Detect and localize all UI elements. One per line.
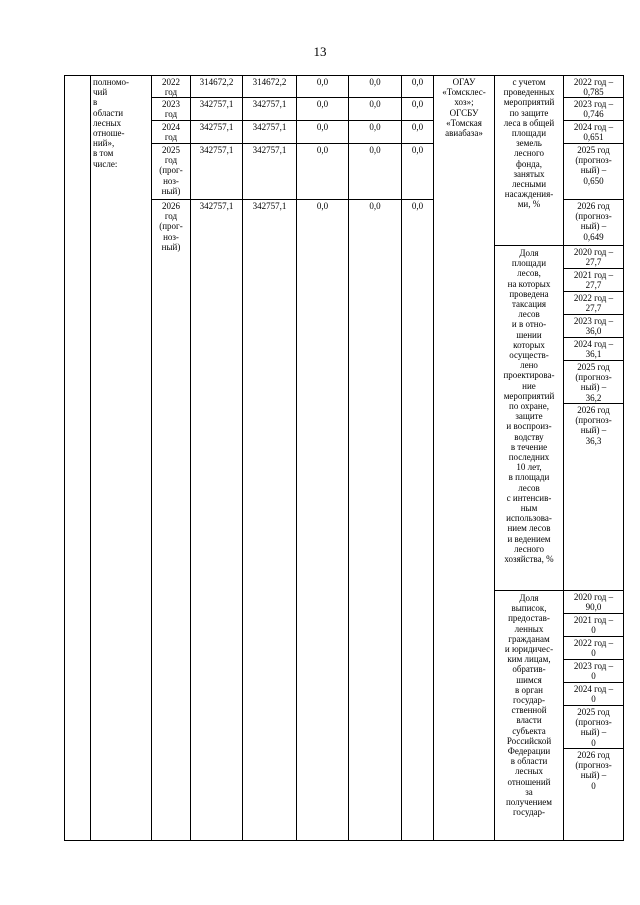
value-divider bbox=[563, 636, 624, 637]
indicator-value: 2025 год (прогноз- ный) – 0,650 bbox=[575, 145, 612, 186]
value-cell: 0,0 bbox=[411, 201, 424, 211]
federal-cell: 342757,1 bbox=[252, 201, 287, 211]
col-divider bbox=[90, 75, 91, 841]
federal-cell: 342757,1 bbox=[252, 145, 287, 155]
indicator-value: 2020 год – 27,7 bbox=[573, 247, 614, 268]
value-cell: 0,0 bbox=[316, 122, 329, 132]
indicator-value: 2025 год (прогноз- ный) – 0 bbox=[575, 707, 612, 748]
total-cell: 314672,2 bbox=[199, 77, 234, 87]
row-divider bbox=[151, 199, 434, 200]
value-divider bbox=[563, 199, 624, 200]
value-cell: 0,0 bbox=[411, 145, 424, 155]
indicator-value: 2022 год – 0 bbox=[573, 638, 614, 659]
indicator-value: 2026 год (прогноз- ный) – 0,649 bbox=[575, 201, 612, 242]
value-cell: 0,0 bbox=[411, 122, 424, 132]
program-table bbox=[64, 75, 624, 841]
row-divider bbox=[151, 120, 434, 121]
indicator-value: 2023 год – 0 bbox=[573, 661, 614, 682]
indicator-text: Доля выписок, предостав- ленных гражданам и юридичес- ким лицам, обратив- шимся в орган государ- ственной власти субъекта Российской Федерации в области лесных отношений за получением государ- bbox=[504, 593, 554, 818]
value-cell: 0,0 bbox=[411, 99, 424, 109]
value-cell: 0,0 bbox=[369, 145, 381, 155]
value-divider bbox=[563, 143, 624, 144]
indicator-value: 2021 год – 0 bbox=[573, 615, 614, 636]
col-divider bbox=[401, 75, 402, 841]
year-cell: 2022 год bbox=[162, 77, 180, 98]
value-divider bbox=[563, 268, 624, 269]
federal-cell: 342757,1 bbox=[252, 122, 287, 132]
year-cell: 2024 год bbox=[162, 122, 180, 143]
value-divider bbox=[563, 748, 624, 749]
federal-cell: 342757,1 bbox=[252, 99, 287, 109]
col-divider bbox=[242, 75, 243, 841]
value-cell: 0,0 bbox=[369, 77, 381, 87]
executor-cell: ОГАУ «Томсклес- хоз»; ОГСБУ «Томская авиабаза» bbox=[442, 77, 486, 139]
value-divider bbox=[563, 403, 624, 404]
indicator-value: 2024 год – 0,651 bbox=[573, 122, 614, 143]
indicator-value: 2022 год – 0,785 bbox=[573, 77, 614, 98]
value-divider bbox=[563, 705, 624, 706]
value-divider bbox=[563, 120, 624, 121]
value-cell: 0,0 bbox=[411, 77, 424, 87]
indicator-divider bbox=[494, 590, 624, 591]
indicator-value: 2020 год – 90,0 bbox=[573, 592, 614, 613]
indicator-value: 2024 год – 36,1 bbox=[573, 339, 614, 360]
col-divider bbox=[433, 75, 434, 841]
value-divider bbox=[563, 682, 624, 683]
indicator-value: 2024 год – 0 bbox=[573, 684, 614, 705]
year-cell: 2023 год bbox=[162, 99, 180, 120]
value-cell: 0,0 bbox=[316, 99, 329, 109]
value-cell: 0,0 bbox=[369, 122, 381, 132]
value-divider bbox=[563, 613, 624, 614]
indicator-text: с учетом проведенных мероприятий по защите леса в общей площади земель лесного фонда, занятых лесными насаждения- ми, % bbox=[503, 77, 555, 210]
col-divider bbox=[296, 75, 297, 841]
year-cell: 2026 год (прог- ноз- ный) bbox=[159, 201, 183, 252]
indicator-value: 2026 год (прогноз- ный) – 36,3 bbox=[575, 405, 612, 446]
value-cell: 0,0 bbox=[316, 77, 329, 87]
value-divider bbox=[563, 314, 624, 315]
page-number: 13 bbox=[313, 44, 327, 59]
total-cell: 342757,1 bbox=[199, 99, 234, 109]
federal-cell: 314672,2 bbox=[252, 77, 287, 87]
value-cell: 0,0 bbox=[316, 145, 329, 155]
indicator-value: 2021 год – 27,7 bbox=[573, 270, 614, 291]
value-divider bbox=[563, 360, 624, 361]
col-divider bbox=[190, 75, 191, 841]
value-divider bbox=[563, 659, 624, 660]
table-border-right bbox=[623, 75, 624, 841]
total-cell: 342757,1 bbox=[199, 201, 234, 211]
total-cell: 342757,1 bbox=[199, 122, 234, 132]
value-divider bbox=[563, 291, 624, 292]
indicator-value: 2023 год – 36,0 bbox=[573, 316, 614, 337]
value-cell: 0,0 bbox=[369, 201, 381, 211]
table-border-left bbox=[64, 75, 65, 841]
row-divider bbox=[151, 143, 434, 144]
indicator-text: Доля площади лесов, на которых проведена таксация лесов и в отно- шении которых осуществ- лено проектирова- ние мероприятий по охране, защите и воспроиз- водству в течение последних 10 лет, в площади лесов с интенсив- ным использова- нием лесов и ведением лесного хозяйства, % bbox=[503, 248, 555, 565]
year-cell: 2025 год (прог- ноз- ный) bbox=[159, 145, 183, 196]
indicator-value: 2026 год (прогноз- ный) – 0 bbox=[575, 750, 612, 791]
table-border-bottom bbox=[64, 840, 624, 841]
value-cell: 0,0 bbox=[369, 99, 381, 109]
indicator-value: 2023 год – 0,746 bbox=[573, 99, 614, 120]
measure-name: полномо- чий в области лесных отноше- ний», в том числе: bbox=[93, 77, 130, 169]
table-border-top bbox=[64, 75, 624, 76]
value-divider bbox=[563, 337, 624, 338]
total-cell: 342757,1 bbox=[199, 145, 234, 155]
indicator-value: 2022 год – 27,7 bbox=[573, 293, 614, 314]
indicator-value: 2025 год (прогноз- ный) – 36,2 bbox=[575, 362, 612, 403]
value-cell: 0,0 bbox=[316, 201, 329, 211]
row-divider bbox=[151, 97, 434, 98]
indicator-divider bbox=[494, 245, 624, 246]
col-divider bbox=[348, 75, 349, 841]
